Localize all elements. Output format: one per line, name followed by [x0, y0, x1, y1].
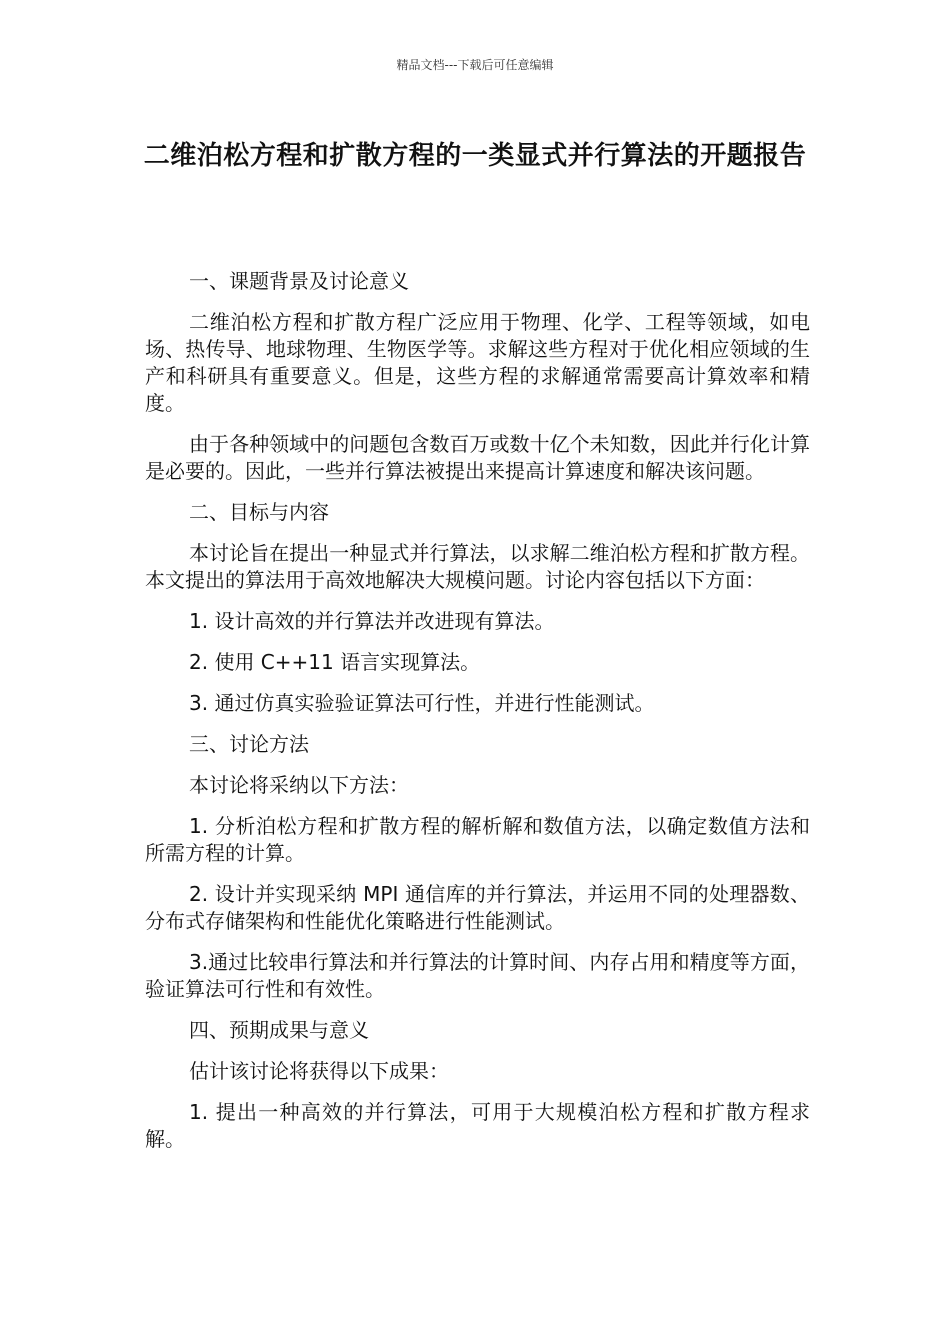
section-heading: 一、课题背景及讨论意义 — [189, 269, 409, 293]
document-title: 二维泊松方程和扩散方程的一类显式并行算法的开题报告 — [143, 141, 807, 171]
body-paragraph: 本讨论旨在提出一种显式并行算法，以求解二维泊松方程和扩散方程。本文提出的算法用于高效地解决大规模问题。讨论内容包括以下方面： — [145, 541, 810, 592]
list-item: 2. 使用 C++11 语言实现算法。 — [189, 650, 481, 674]
list-item: 1. 设计高效的并行算法并改进现有算法。 — [189, 609, 555, 633]
section-heading: 四、预期成果与意义 — [189, 1018, 369, 1042]
section-heading: 三、讨论方法 — [189, 732, 309, 756]
section-heading: 二、目标与内容 — [189, 500, 329, 524]
body-paragraph: 本讨论将采纳以下方法： — [189, 773, 409, 797]
body-paragraph: 估计该讨论将获得以下成果： — [189, 1059, 449, 1083]
list-item: 1. 分析泊松方程和扩散方程的解析解和数值方法，以确定数值方法和所需方程的计算。 — [145, 814, 810, 865]
list-item: 2. 设计并实现采纳 MPI 通信库的并行算法，并运用不同的处理器数、分布式存储架构和性能优化策略进行性能测试。 — [145, 882, 810, 933]
body-paragraph: 二维泊松方程和扩散方程广泛应用于物理、化学、工程等领域，如电场、热传导、地球物理、生物医学等。求解这些方程对于优化相应领域的生产和科研具有重要意义。但是，这些方程的求解通常需要高计算效率和精度。 — [145, 310, 810, 415]
list-item: 3. 通过仿真实验验证算法可行性，并进行性能测试。 — [189, 691, 655, 715]
list-item: 3.通过比较串行算法和并行算法的计算时间、内存占用和精度等方面，验证算法可行性和有效性。 — [145, 950, 810, 1001]
document-body — [145, 268, 810, 1167]
list-item: 1. 提出一种高效的并行算法，可用于大规模泊松方程和扩散方程求解。 — [145, 1100, 810, 1151]
body-paragraph: 由于各种领域中的问题包含数百万或数十亿个未知数，因此并行化计算是必要的。因此，一些并行算法被提出来提高计算速度和解决该问题。 — [145, 432, 810, 483]
page-header-note: 精品文档---下载后可任意编辑 — [396, 58, 554, 72]
